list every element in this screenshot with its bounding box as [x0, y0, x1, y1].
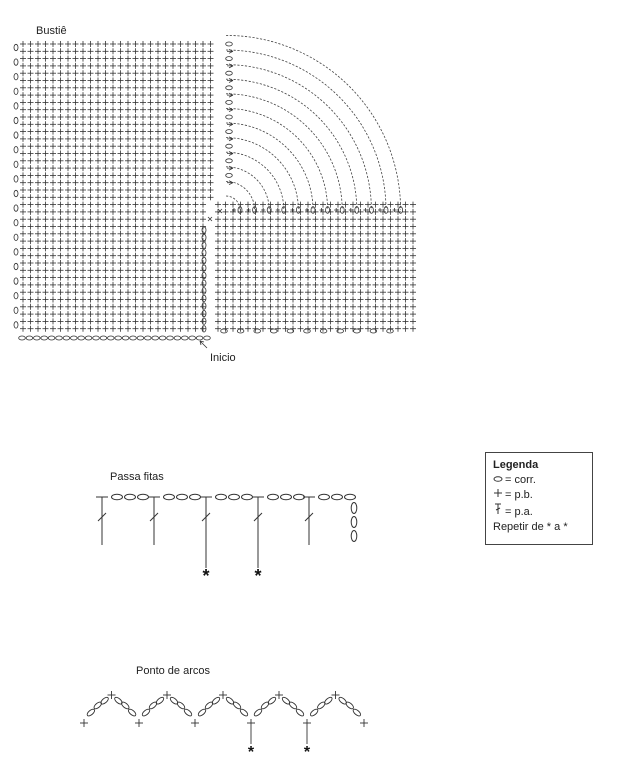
chain-oval [345, 701, 355, 710]
chain-oval [281, 494, 292, 500]
turning-chain-oval [351, 531, 357, 542]
arc-base-chains [232, 207, 403, 214]
legend-title: Legenda [493, 459, 539, 471]
legend-box [485, 452, 593, 545]
chain-oval [125, 494, 136, 500]
plus-icon [493, 488, 503, 503]
stitch-grid [20, 41, 416, 332]
left-chain-column [14, 44, 18, 328]
chain-oval [197, 708, 207, 717]
chain-oval [288, 701, 298, 710]
chain-oval [86, 708, 96, 717]
chain-oval [352, 708, 362, 717]
repeat-asterisk: * [247, 744, 255, 761]
ponto-arcos-title: Ponto de arcos [136, 665, 210, 677]
chain-oval [242, 494, 253, 500]
ponto-arcos-chart [0, 678, 633, 778]
chain-oval [267, 696, 277, 705]
chain-oval [155, 696, 165, 705]
legend-item-treble [493, 503, 585, 520]
repeat-asterisk: * [303, 744, 311, 761]
chain-oval [216, 494, 227, 500]
chain-oval [141, 708, 151, 717]
turning-chain-oval [351, 503, 357, 514]
turning-chain-oval [351, 517, 357, 528]
legend-item-text: = p.a. [505, 506, 533, 518]
chain-oval [239, 708, 249, 717]
chain-oval [100, 696, 110, 705]
upper-edge-chains [226, 42, 233, 185]
chain-oval [176, 701, 186, 710]
chain-oval [164, 494, 175, 500]
chain-oval [127, 708, 137, 717]
chain-oval [324, 696, 334, 705]
lower-right-edge [221, 329, 394, 333]
arcos-stitches [80, 691, 368, 744]
bottom-chain-row [19, 336, 211, 340]
chain-oval [120, 701, 130, 710]
chain-oval [177, 494, 188, 500]
chain-oval [294, 494, 305, 500]
repeat-asterisk: * [254, 566, 262, 586]
bustie-stitch-chart [0, 0, 633, 360]
dashed-arcs [226, 35, 401, 210]
tall-stitch-icon [493, 503, 503, 520]
chain-oval [183, 708, 193, 717]
chain-oval [319, 494, 330, 500]
chain-oval [112, 494, 123, 500]
legend-item-single [493, 488, 585, 503]
chain-oval [190, 494, 201, 500]
chain-oval [295, 708, 305, 717]
chain-oval [229, 494, 240, 500]
repeat-asterisk: * [202, 566, 210, 586]
legend-item-text: = p.b. [505, 489, 533, 501]
chain-oval [309, 708, 319, 717]
chain-oval [268, 494, 279, 500]
chain-oval [253, 708, 263, 717]
chain-oval [138, 494, 149, 500]
chain-oval [232, 701, 242, 710]
chain-oval-icon [493, 473, 503, 488]
bustie-title: Bustiê [36, 25, 67, 37]
passa-fitas-stitches [96, 494, 357, 568]
chain-oval [211, 696, 221, 705]
legend-item-chain [493, 473, 585, 488]
legend-item-text: = corr. [505, 474, 536, 486]
legend-repeat-text: Repetir de * a * [493, 521, 568, 533]
chain-oval [345, 494, 356, 500]
passa-fitas-title: Passa fitas [110, 471, 164, 483]
start-label: Inicio [210, 352, 236, 364]
chain-oval [332, 494, 343, 500]
